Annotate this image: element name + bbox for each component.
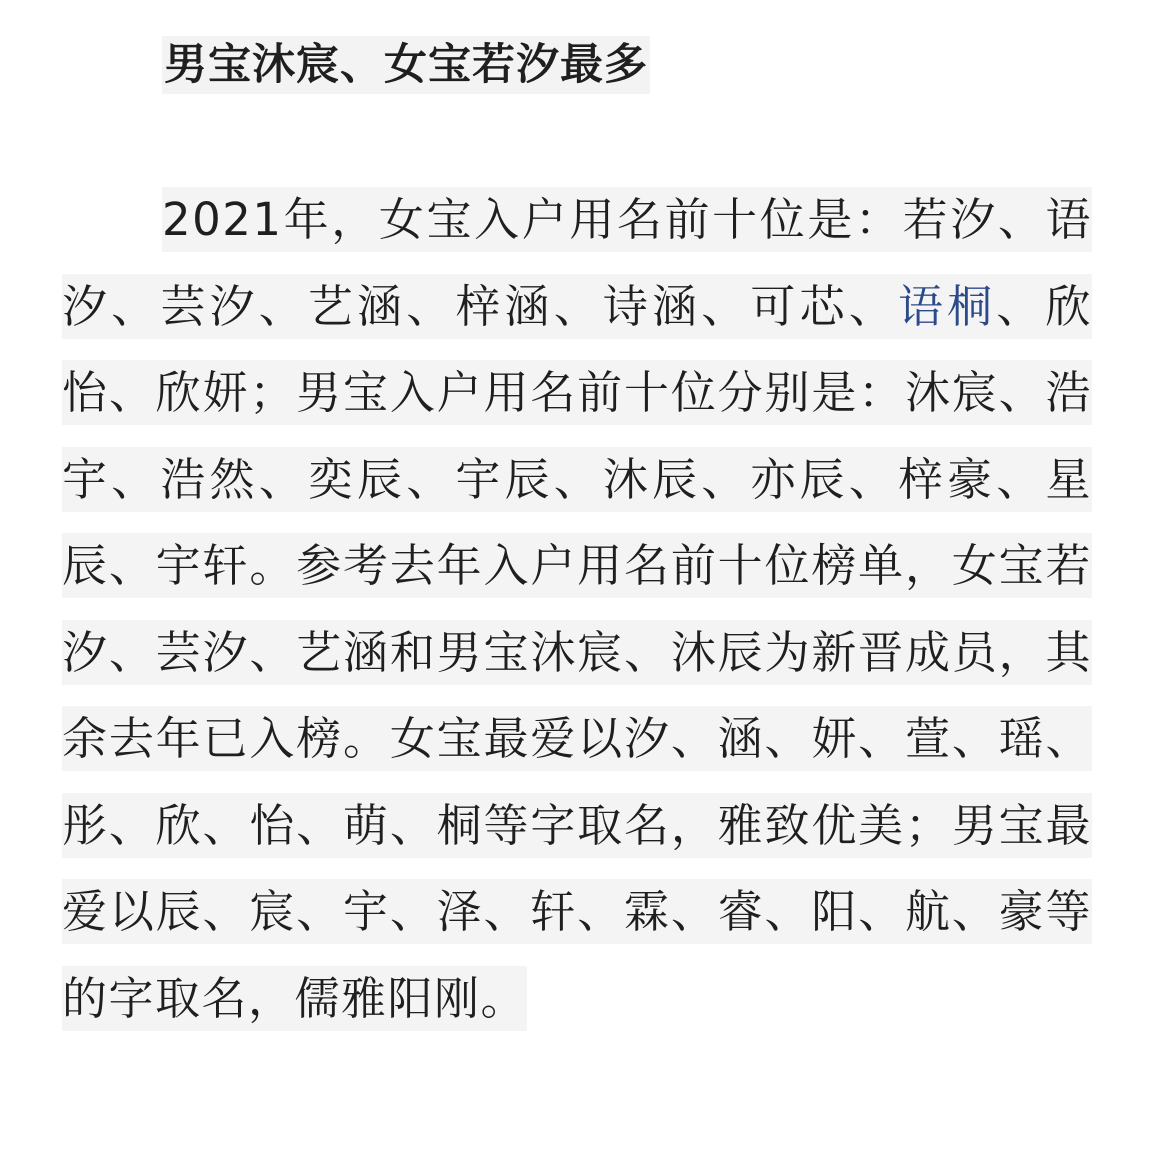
paragraph-text-2: 、欣怡、欣妍；男宝入户用名前十位分别是：沐宸、浩宇、浩然、奕辰、宇辰、沐辰、亦辰、梓豪、星辰、宇轩。参考去年入户用名前十位榜单，女宝若汐、芸汐、艺涵和男宝沐宸、沐辰为新晋成员，其余去年已入榜。女宝最爱以汐、涵、妍、萱、瑶、彤、欣、怡、萌、桐等字取名，雅致优美；男宝最爱以辰、宸、宇、泽、轩、霖、睿、阳、航、豪等的字取名，儒雅阳刚。	[62, 279, 1092, 1025]
paragraph-highlight	[62, 187, 1092, 1031]
heading-text: 男宝沐宸、女宝若汐最多	[162, 36, 650, 94]
article-heading	[162, 30, 1092, 100]
name-link[interactable]: 语桐	[897, 279, 997, 333]
paragraph-text-1: 2021年，女宝入户用名前十位是：若汐、语汐、芸汐、艺涵、梓涵、诗涵、可芯、	[62, 193, 1092, 333]
article	[62, 30, 1092, 1087]
article-paragraph	[62, 177, 1092, 1042]
